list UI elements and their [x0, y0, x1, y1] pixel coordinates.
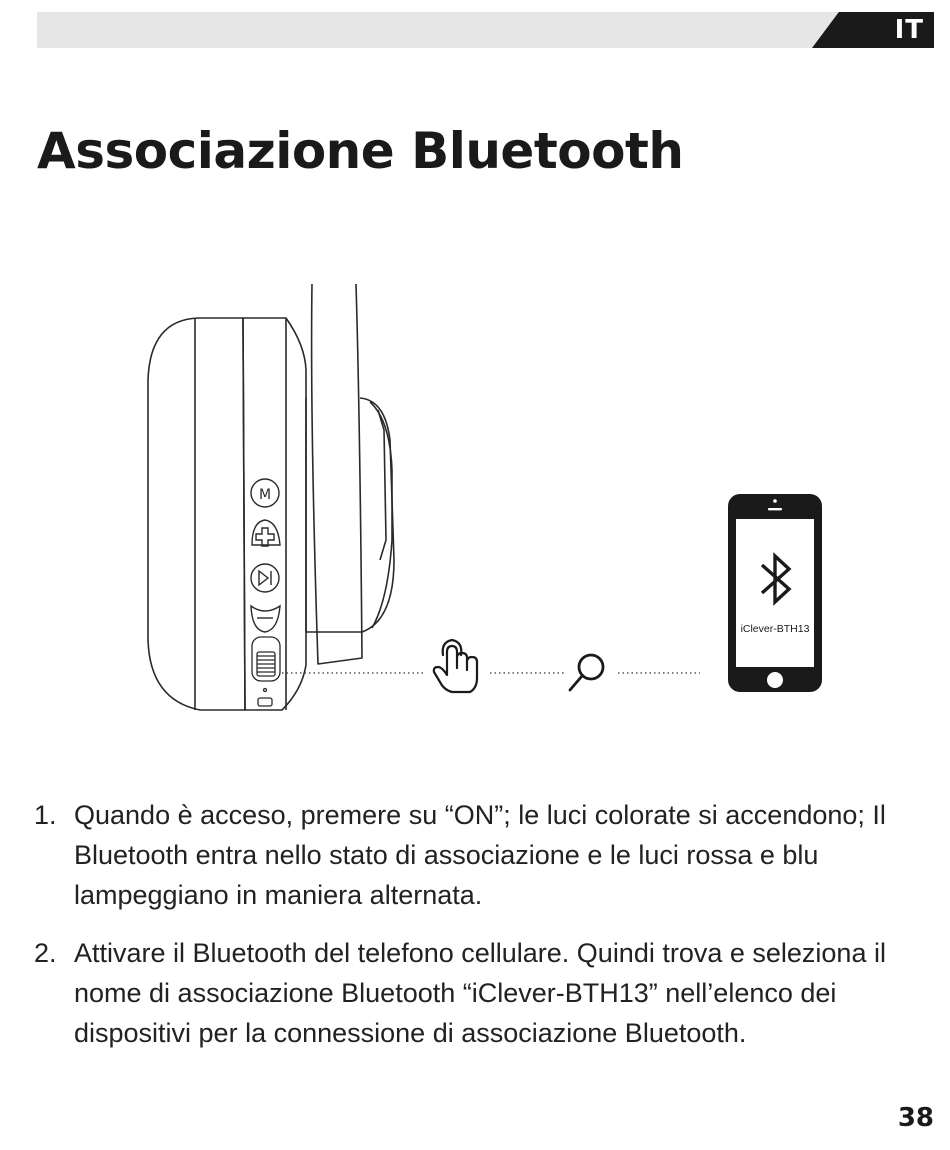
headphone-button-volume-down: [251, 606, 280, 632]
step-number: 1.: [34, 800, 57, 830]
button-m-label: M: [258, 487, 272, 503]
search-icon: [570, 655, 603, 690]
instruction-list: [34, 795, 934, 1071]
page-title: Associazione Bluetooth: [37, 122, 684, 180]
instruction-step: [34, 795, 934, 915]
phone-device-name: iClever-BTH13: [740, 623, 810, 635]
headphone-button-volume-up: [252, 520, 280, 546]
instruction-step: [34, 933, 934, 1053]
step-number: 2.: [34, 938, 57, 968]
smartphone-icon: [728, 494, 822, 692]
pairing-illustration: [0, 270, 950, 730]
step-text: Quando è acceso, premere su “ON”; le luci colorate si accendono; Il Bluetooth entra nello stato di associazione e le luci rossa e blu lampeggiano in maniera alternata.: [74, 800, 886, 910]
header-bar: [37, 12, 934, 48]
headphone-button-m: [251, 479, 279, 507]
tap-hand-icon: [434, 640, 477, 692]
page-number: 38: [897, 1103, 934, 1133]
language-label: IT: [894, 15, 924, 45]
step-text: Attivare il Bluetooth del telefono cellulare. Quindi trova e seleziona il nome di associazione Bluetooth “iClever-BTH13” nell’elenco dei dispositivi per la connessione di associazione Bluetooth.: [74, 938, 886, 1048]
headphone-button-play-pause: [251, 564, 279, 592]
power-slider: [252, 637, 280, 706]
